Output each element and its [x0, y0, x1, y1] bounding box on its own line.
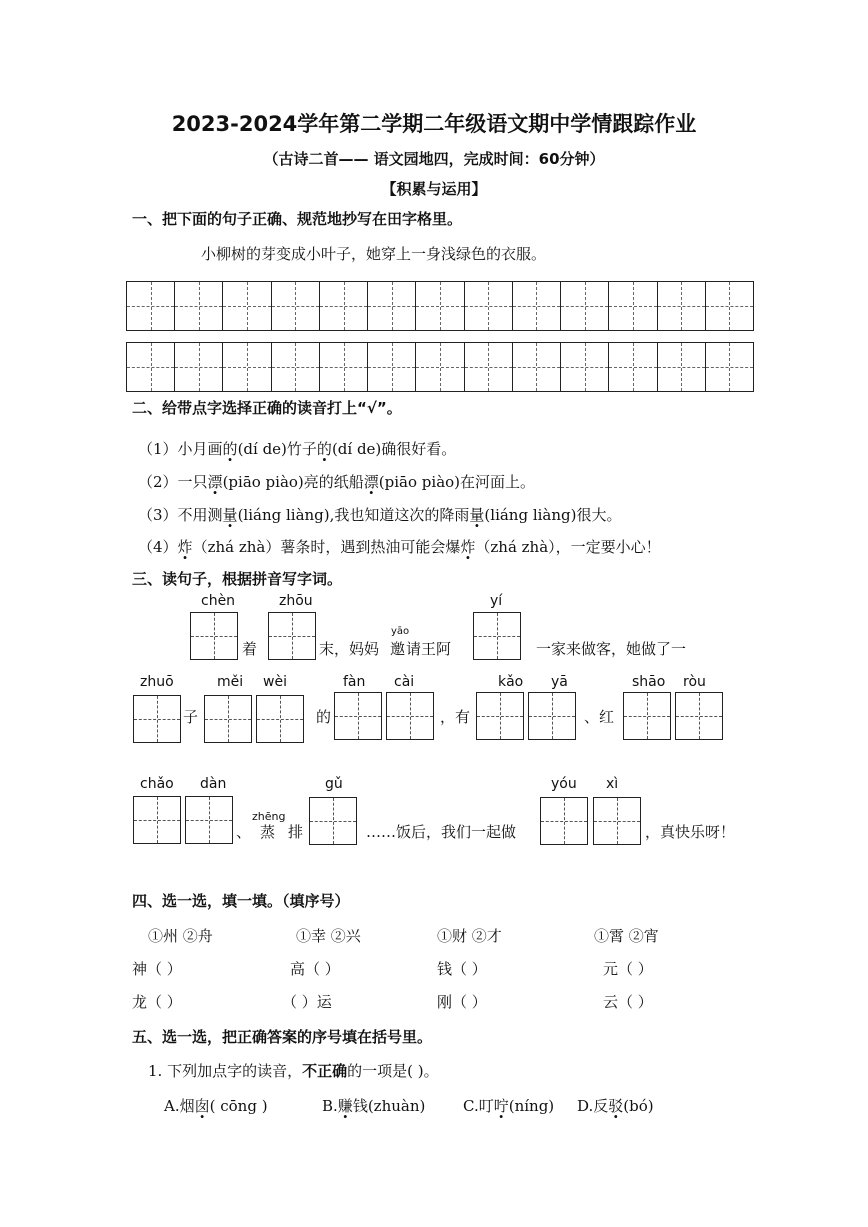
pinyin-gu: gǔ: [325, 776, 343, 792]
s4-blank-yun2[interactable]: 云（ ）: [603, 993, 653, 1011]
answer-box-zhou[interactable]: [268, 612, 316, 660]
s4-blank-long[interactable]: 龙（ ）: [132, 993, 182, 1011]
pinyin-chen: chèn: [201, 593, 236, 609]
section-4-heading: 四、选一选，填一填。（填序号）: [132, 892, 350, 910]
text-qing: 请王阿: [406, 640, 452, 658]
s5-q1-option-b[interactable]: B.赚钱(zhuàn): [322, 1097, 426, 1115]
s4-options-1: ①州 ②舟: [148, 927, 213, 945]
pinyin-zhou: zhōu: [279, 593, 313, 609]
pinyin-kao: kǎo: [498, 674, 524, 690]
pinyin-dan: dàn: [200, 776, 227, 792]
answer-box-gu[interactable]: [309, 797, 357, 845]
answer-box-kao[interactable]: [476, 692, 524, 740]
answer-box-chen[interactable]: [190, 612, 238, 660]
pinyin-yao: yāo: [391, 626, 410, 637]
tianzige-row-1[interactable]: [126, 281, 754, 331]
text-de: 的: [316, 708, 332, 726]
s5-q1-option-c[interactable]: C.叮咛(níng): [463, 1097, 555, 1115]
text-hong: 、红: [584, 708, 615, 726]
pinyin-mei: měi: [217, 674, 244, 690]
text-yao: 邀: [390, 640, 406, 658]
s5-q1-option-a[interactable]: A.烟囱( cōng ): [164, 1097, 268, 1115]
s2-line-3: （3）不用测量(liáng liàng),我也知道这次的降雨量(liáng liàng)很大。: [138, 506, 622, 524]
text-pai: 排: [288, 823, 304, 841]
pinyin-ya: yā: [551, 674, 568, 690]
text-kuai: ，真快乐呀！: [645, 823, 736, 841]
text-zi: 子: [183, 708, 199, 726]
answer-box-rou[interactable]: [675, 692, 723, 740]
section-2-heading: 二、给带点字选择正确的读音打上“√”。: [132, 399, 402, 417]
text-you: ，有: [440, 708, 471, 726]
pinyin-rou: ròu: [683, 674, 706, 690]
s2-line-2: （2）一只漂(piāo piào)亮的纸船漂(piāo piào)在河面上。: [138, 473, 536, 491]
pinyin-wei: wèi: [263, 674, 287, 690]
text-mo: 末，妈妈: [319, 640, 380, 658]
s5-question-1: 1. 下列加点字的读音，不正确的一项是( )。: [148, 1062, 439, 1080]
copy-sentence: 小柳树的芽变成小叶子，她穿上一身浅绿色的衣服。: [201, 245, 547, 263]
s2-line-1: （1）小月画的(dí de)竹子的(dí de)确很好看。: [138, 440, 457, 458]
pinyin-yi: yí: [490, 593, 503, 609]
s5-q1-option-d[interactable]: D.反驳(bó): [577, 1097, 654, 1115]
answer-box-zhuo[interactable]: [133, 695, 181, 743]
answer-box-yi[interactable]: [473, 612, 521, 660]
answer-box-xi[interactable]: [593, 797, 641, 845]
answer-box-wei[interactable]: [256, 695, 304, 743]
section-1-heading: 一、把下面的句子正确、规范地抄写在田字格里。: [132, 210, 463, 228]
pinyin-fan: fàn: [343, 674, 366, 690]
pinyin-cai: cài: [394, 674, 415, 690]
s4-blank-yun[interactable]: （ ）运: [282, 993, 332, 1011]
pinyin-xi: xì: [606, 776, 619, 792]
text-fan: ……饭后，我们一起做: [366, 823, 517, 841]
answer-box-mei[interactable]: [204, 695, 252, 743]
s4-blank-gang[interactable]: 刚（ ）: [437, 993, 487, 1011]
part-heading: 【积累与运用】: [381, 180, 487, 198]
text-zheng: 蒸: [260, 823, 276, 841]
pinyin-you: yóu: [551, 776, 577, 792]
answer-box-you[interactable]: [540, 797, 588, 845]
answer-box-cai[interactable]: [386, 692, 434, 740]
page-title: 2023-2024学年第二学期二年级语文期中学情跟踪作业: [171, 112, 697, 136]
answer-box-chao[interactable]: [133, 796, 181, 844]
text-dun: 、: [236, 823, 252, 841]
s2-line-4: （4）炸（zhá zhà）薯条时，遇到热油可能会爆炸（zhá zhà），一定要小心！: [138, 538, 661, 556]
s4-options-4: ①霄 ②宵: [594, 927, 659, 945]
text-zhe: 着: [242, 640, 258, 658]
s4-blank-qian[interactable]: 钱（ ）: [437, 960, 487, 978]
s4-blank-yuan[interactable]: 元（ ）: [603, 960, 653, 978]
answer-box-ya[interactable]: [528, 692, 576, 740]
text-jia: 一家来做客，她做了一: [536, 640, 687, 658]
answer-box-shao[interactable]: [623, 692, 671, 740]
pinyin-shao: shāo: [632, 674, 666, 690]
pinyin-chao: chǎo: [140, 776, 174, 792]
s4-options-3: ①财 ②才: [437, 927, 502, 945]
pinyin-zhuo: zhuō: [140, 674, 174, 690]
section-3-heading: 三、读句子，根据拼音写字词。: [132, 570, 343, 588]
answer-box-dan[interactable]: [185, 796, 233, 844]
pinyin-zheng: zhēng: [252, 810, 286, 823]
page-subtitle: （古诗二首—— 语文园地四，完成时间：60分钟）: [263, 150, 605, 168]
s4-blank-gao[interactable]: 高（ ）: [290, 960, 340, 978]
tianzige-row-2[interactable]: [126, 342, 754, 392]
s4-options-2: ①幸 ②兴: [296, 927, 361, 945]
answer-box-fan[interactable]: [334, 692, 382, 740]
section-5-heading: 五、选一选，把正确答案的序号填在括号里。: [132, 1028, 433, 1046]
s4-blank-shen[interactable]: 神（ ）: [132, 960, 182, 978]
